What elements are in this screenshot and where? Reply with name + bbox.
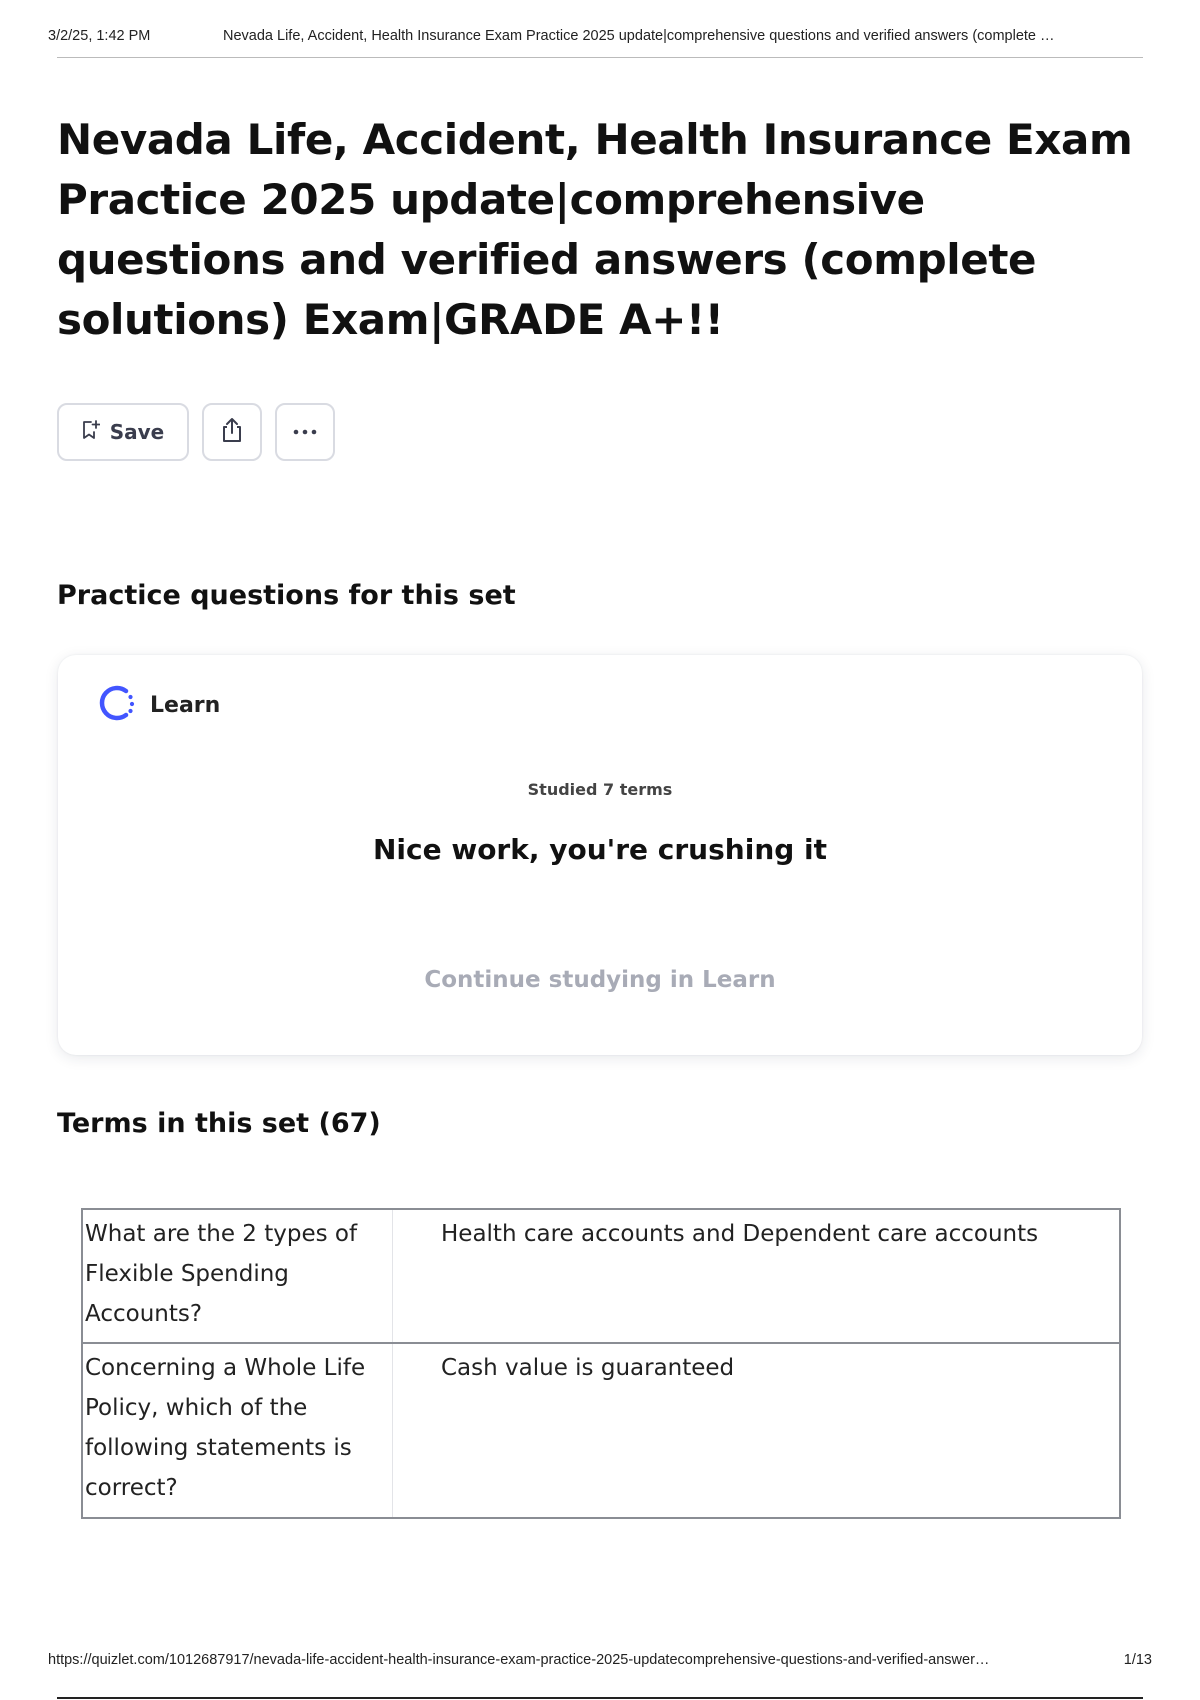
print-footer <box>48 1652 1152 1668</box>
save-button[interactable] <box>57 403 189 461</box>
learn-card <box>58 655 1142 1055</box>
learn-progress-icon <box>96 682 138 729</box>
share-icon <box>219 416 245 449</box>
learn-mode-header[interactable] <box>96 682 220 729</box>
continue-learn-link[interactable]: Continue studying in Learn <box>424 967 776 993</box>
bookmark-plus-icon <box>82 420 100 445</box>
print-header <box>48 28 1152 58</box>
more-horizontal-icon <box>291 423 319 441</box>
share-button[interactable] <box>202 403 262 461</box>
footer-divider <box>57 1697 1143 1699</box>
terms-table <box>81 1208 1121 1519</box>
definition-cell: Cash value is guaranteed <box>441 1355 735 1381</box>
print-date: 3/2/25, 1:42 PM <box>48 28 151 44</box>
set-actions-toolbar <box>57 403 335 461</box>
print-doc-title: Nevada Life, Accident, Health Insurance Exam Practice 2025 update|comprehensive questions and verified answers (complete … <box>223 28 1055 44</box>
progress-message: Nice work, you're crushing it <box>372 833 828 866</box>
terms-section-heading: Terms in this set (67) <box>57 1108 381 1139</box>
studied-count: Studied 7 terms <box>527 780 673 799</box>
table-row <box>83 1210 1119 1344</box>
header-divider <box>57 57 1143 58</box>
practice-section-heading: Practice questions for this set <box>57 580 516 611</box>
definition-cell: Health care accounts and Dependent care accounts <box>441 1221 1039 1247</box>
term-cell: Concerning a Whole Life Policy, which of the following statements is correct? <box>83 1344 393 1517</box>
page-number: 1/13 <box>1123 1652 1152 1668</box>
term-cell: What are the 2 types of Flexible Spending Accounts? <box>83 1210 393 1342</box>
save-button-label: Save <box>109 420 165 444</box>
table-row <box>83 1344 1119 1517</box>
page-title: Nevada Life, Accident, Health Insurance Exam Practice 2025 update|comprehensive questions and verified answers (complete solutions) Exam|GRADE A+!! <box>57 115 1133 344</box>
learn-mode-label: Learn <box>150 693 221 718</box>
more-options-button[interactable] <box>275 403 335 461</box>
print-url: https://quizlet.com/1012687917/nevada-life-accident-health-insurance-exam-practice-2025-updatecomprehensive-questions-and-verified-answer… <box>48 1652 990 1668</box>
